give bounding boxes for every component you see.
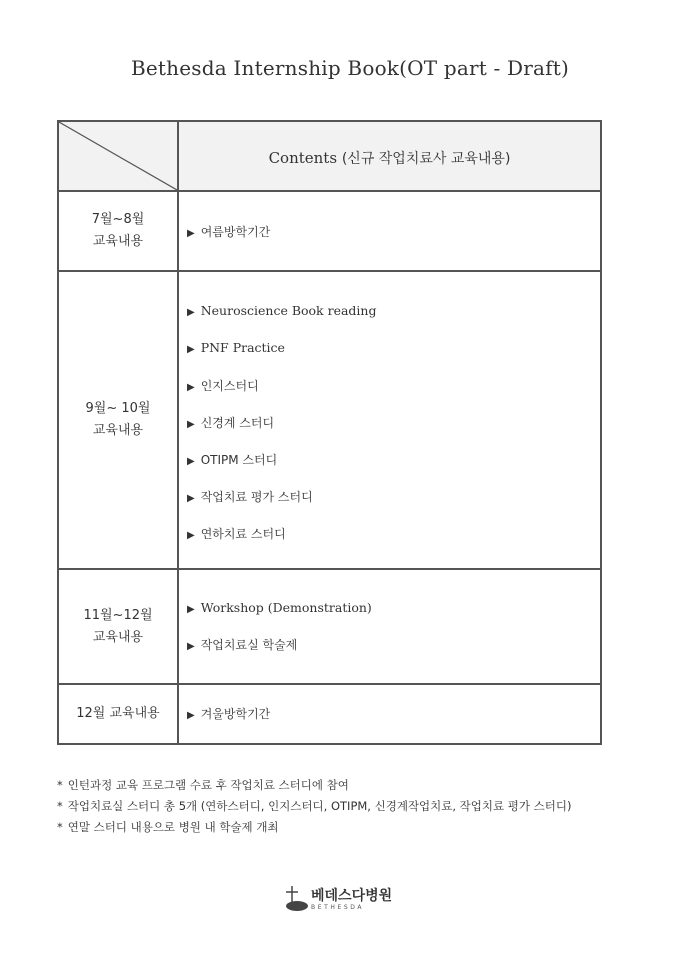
content-cell [179, 570, 600, 683]
cross-emblem-icon [283, 884, 309, 912]
period-label: 9월~ 10월 [85, 401, 151, 416]
triangle-bullet-icon: ▶ [187, 419, 195, 430]
asterisk-icon: * [57, 820, 63, 834]
header-corner-cell [59, 122, 179, 190]
triangle-bullet-icon: ▶ [187, 344, 195, 355]
content-item: ▶ PNF Practice [187, 340, 285, 355]
table-row-sep-oct [59, 272, 600, 570]
triangle-bullet-icon: ▶ [187, 493, 195, 504]
asterisk-icon: * [57, 799, 63, 813]
table-header-row [59, 122, 600, 192]
period-label: 7월~8월 [91, 212, 145, 227]
content-cell [179, 272, 600, 568]
content-item: ▶ OTIPM 스터디 [187, 453, 278, 467]
period-sublabel: 교육내용 [92, 629, 144, 645]
period-sublabel: 교육내용 [92, 423, 144, 438]
content-item: ▶ 겨울방학기간 [187, 707, 271, 721]
content-cell [179, 685, 600, 743]
logo-name-en: BETHESDA [311, 904, 365, 911]
content-item: ▶ Neuroscience Book reading [187, 303, 377, 318]
content-cell [179, 192, 600, 270]
triangle-bullet-icon: ▶ [187, 710, 195, 721]
document-title: Bethesda Internship Book(OT part - Draft) [131, 56, 569, 80]
triangle-bullet-icon: ▶ [187, 382, 195, 393]
triangle-bullet-icon: ▶ [187, 307, 195, 318]
diagonal-divider [59, 122, 177, 190]
content-item: ▶ 인지스터디 [187, 379, 259, 393]
header-contents-cell [179, 122, 600, 190]
table-row-jul-aug [59, 192, 600, 272]
content-item: ▶ 신경계 스터디 [187, 416, 275, 430]
content-item: ▶ 작업치료실 학술제 [187, 638, 298, 652]
table-row-dec [59, 685, 600, 743]
period-label: 11월~12월 [83, 607, 153, 623]
footnote: * 인턴과정 교육 프로그램 수료 후 작업치료 스터디에 참여 [57, 778, 349, 792]
footnotes [57, 775, 571, 838]
schedule-table [57, 120, 602, 745]
triangle-bullet-icon: ▶ [187, 456, 195, 467]
triangle-bullet-icon: ▶ [187, 604, 195, 615]
content-item: ▶ Workshop (Demonstration) [187, 600, 372, 615]
triangle-bullet-icon: ▶ [187, 641, 195, 652]
footnote: * 작업치료실 스터디 총 5개 (연하스터디, 인지스터디, OTIPM, 신경계작업치료, 작업치료 평가 스터디) [57, 799, 572, 813]
header-contents-subtitle: (신규 작업치료사 교육내용) [341, 151, 511, 167]
header-contents-label: Contents [268, 149, 338, 167]
table-row-nov-dec [59, 570, 600, 685]
content-item: ▶ 작업치료 평가 스터디 [187, 490, 313, 504]
period-cell [59, 192, 179, 270]
logo-name-ko: 베데스다병원 [311, 888, 393, 904]
hospital-logo [283, 884, 392, 912]
period-sublabel: 교육내용 [92, 234, 144, 249]
period-cell [59, 685, 179, 743]
period-cell [59, 570, 179, 683]
triangle-bullet-icon: ▶ [187, 228, 195, 239]
content-item: ▶ 연하치료 스터디 [187, 527, 286, 541]
footnote: * 연말 스터디 내용으로 병원 내 학술제 개최 [57, 820, 279, 834]
triangle-bullet-icon: ▶ [187, 530, 195, 541]
period-cell [59, 272, 179, 568]
period-label: 12월 교육내용 [76, 706, 160, 721]
asterisk-icon: * [57, 778, 63, 792]
content-item: ▶ 여름방학기간 [187, 225, 271, 239]
